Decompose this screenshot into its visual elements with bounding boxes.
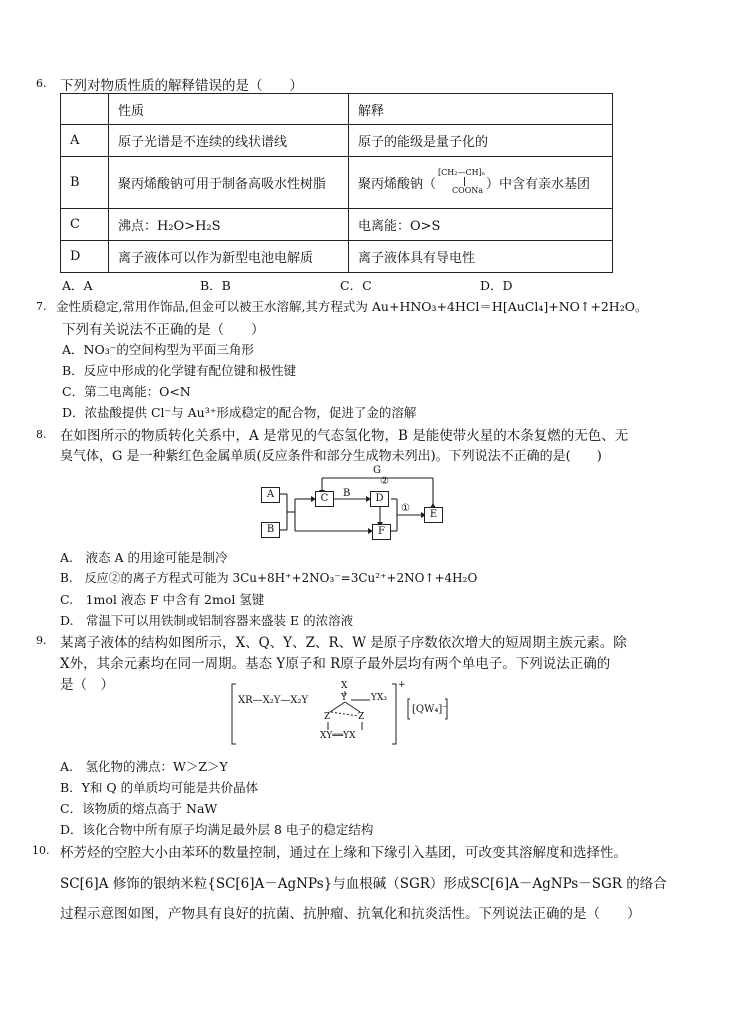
row-property: 沸点：H₂O>H₂S	[109, 209, 349, 241]
option-b: B．Y和 Q 的单质均可能是共价晶体	[60, 780, 259, 795]
option-d: D．D	[480, 278, 513, 293]
row-label: A	[61, 125, 109, 157]
option-a: A. 氢化物的沸点：W＞Z＞Y	[60, 759, 228, 774]
question-stem: 下列对物质性质的解释错误的是（ ）	[60, 78, 303, 94]
table-header-cell: 解释	[349, 94, 613, 125]
explanation-prefix: 聚丙烯酸钠（	[358, 177, 437, 192]
option-c: C. 1mol 液态 F 中含有 2mol 氢键	[60, 592, 265, 607]
row-label: B	[61, 157, 109, 209]
structure-ring-z: Z	[324, 712, 331, 722]
question-stem: 下列有关说法不正确的是（ ）	[62, 322, 265, 338]
node-b: B	[261, 522, 280, 538]
diagram-lines	[255, 462, 455, 542]
question-number: 7.	[36, 300, 47, 313]
label-reaction-2: ②	[380, 476, 389, 487]
label-reaction-1: ①	[401, 503, 410, 514]
row-explanation: 电离能：O>S	[349, 209, 613, 241]
question-stem: 是（ ）	[60, 677, 114, 693]
node-c: C	[315, 491, 334, 507]
bond-line	[464, 177, 465, 186]
option-a: A. 液态 A 的用途可能是制冷	[60, 550, 228, 565]
label-b-arrow: B	[343, 488, 351, 499]
node-d: D	[370, 491, 389, 507]
question-stem: 臭气体，G 是一种紫红色金属单质(反应条件和部分生成物未列出)。下列说法不正确的是( )	[60, 449, 602, 464]
question-stem: 过程示意图如图，产物具有良好的抗菌、抗肿瘤、抗氧化和抗炎活性。下列说法正确的是（ ）	[60, 906, 641, 922]
option-d: D．该化合物中所有原子均满足最外层 8 电子的稳定结构	[60, 822, 374, 837]
question-stem: SC[6]A 修饰的银纳米粒{SC[6]A－AgNPs}与血根碱（SGR）形成SC[6]A－AgNPs－SGR 的络合	[60, 876, 667, 892]
question-number: 10.	[32, 844, 50, 857]
polymer-chain: [CH₂—CH]ₙ	[438, 167, 486, 177]
option-c: C．该物质的熔点高于 NaW	[60, 801, 218, 816]
question-number: 9.	[36, 634, 47, 647]
table-row	[61, 125, 613, 157]
option-c: C．C	[340, 278, 372, 293]
table-row	[61, 157, 613, 209]
option-b: B. 反应②的离子方程式可能为 3Cu+8H⁺+2NO₃⁻=3Cu²⁺+2NO↑+4H₂O	[60, 571, 478, 585]
question-number: 6.	[36, 77, 47, 90]
option-b: B．B	[200, 278, 231, 293]
row-explanation	[349, 157, 613, 209]
row-property: 聚丙烯酸钠可用于制备高吸水性树脂	[109, 157, 349, 209]
question-stem: 在如图所示的物质转化关系中，A 是常见的气态氢化物，B 是能使带火星的木条复燃的无色、无	[60, 428, 629, 444]
label-g: G	[373, 465, 381, 476]
option-a: A．NO₃⁻的空间构型为平面三角形	[62, 342, 254, 357]
anion-formula: [QW₄]⁻	[412, 704, 448, 715]
table-row	[61, 241, 613, 273]
question-stem: 某离子液体的结构如图所示，X、Q、Y、Z、R、W 是原子序数依次增大的短周期主族元素。除	[60, 635, 627, 651]
row-explanation: 原子的能级是量子化的	[349, 125, 613, 157]
structure-bottom-bond: XY══YX	[320, 731, 356, 741]
table-header-cell	[61, 94, 109, 125]
property-table	[60, 93, 613, 273]
option-d: D. 常温下可以用铁制或铝制容器来盛装 E 的浓溶液	[60, 613, 354, 628]
question-stem: 杯芳烃的空腔大小由苯环的数量控制，通过在上缘和下缘引入基团，可改变其溶解度和选择性。	[60, 845, 627, 861]
option-b: B．反应中形成的化学键有配位键和极性键	[62, 363, 297, 378]
question-number: 8.	[36, 428, 47, 441]
structure-top-atom: X	[341, 681, 348, 691]
question-stem: X外，其余元素均在同一周期。基态 Y原子和 R原子最外层均有两个单电子。下列说法正确的	[60, 656, 611, 672]
question-stem: 金性质稳定,常用作饰品,但金可以被王水溶解,其方程式为 Au+HNO₃+4HCl＝H[AuCl₄]+NO↑+2H₂O。	[56, 299, 648, 314]
row-label: D	[61, 241, 109, 273]
option-c: C．第二电离能：O<N	[62, 384, 191, 399]
structure-right-group: YX₃	[371, 693, 387, 703]
cation-charge: +	[398, 680, 406, 690]
structure-ring-z: Z	[358, 712, 365, 722]
structure-ring-y: Y	[341, 693, 347, 703]
table-header-row	[61, 94, 613, 125]
row-property: 离子液体可以作为新型电池电解质	[109, 241, 349, 273]
row-property: 原子光谱是不连续的线状谱线	[109, 125, 349, 157]
explanation-suffix: ）中含有亲水基团	[486, 177, 591, 192]
structure-left-chain: XR—X₂Y—X₂Y	[238, 695, 309, 706]
table-header-cell: 性质	[109, 94, 349, 125]
node-f: F	[372, 524, 391, 540]
polymer-sidegroup: COONa	[452, 185, 484, 195]
table-row	[61, 209, 613, 241]
row-explanation: 离子液体具有导电性	[349, 241, 613, 273]
option-a: A．A	[62, 278, 93, 293]
option-d: D．浓盐酸提供 Cl⁻与 Au³⁺形成稳定的配合物，促进了金的溶解	[62, 405, 417, 420]
node-a: A	[261, 487, 280, 503]
row-label: C	[61, 209, 109, 241]
polymer-structure	[436, 166, 486, 200]
node-e: E	[424, 507, 443, 523]
